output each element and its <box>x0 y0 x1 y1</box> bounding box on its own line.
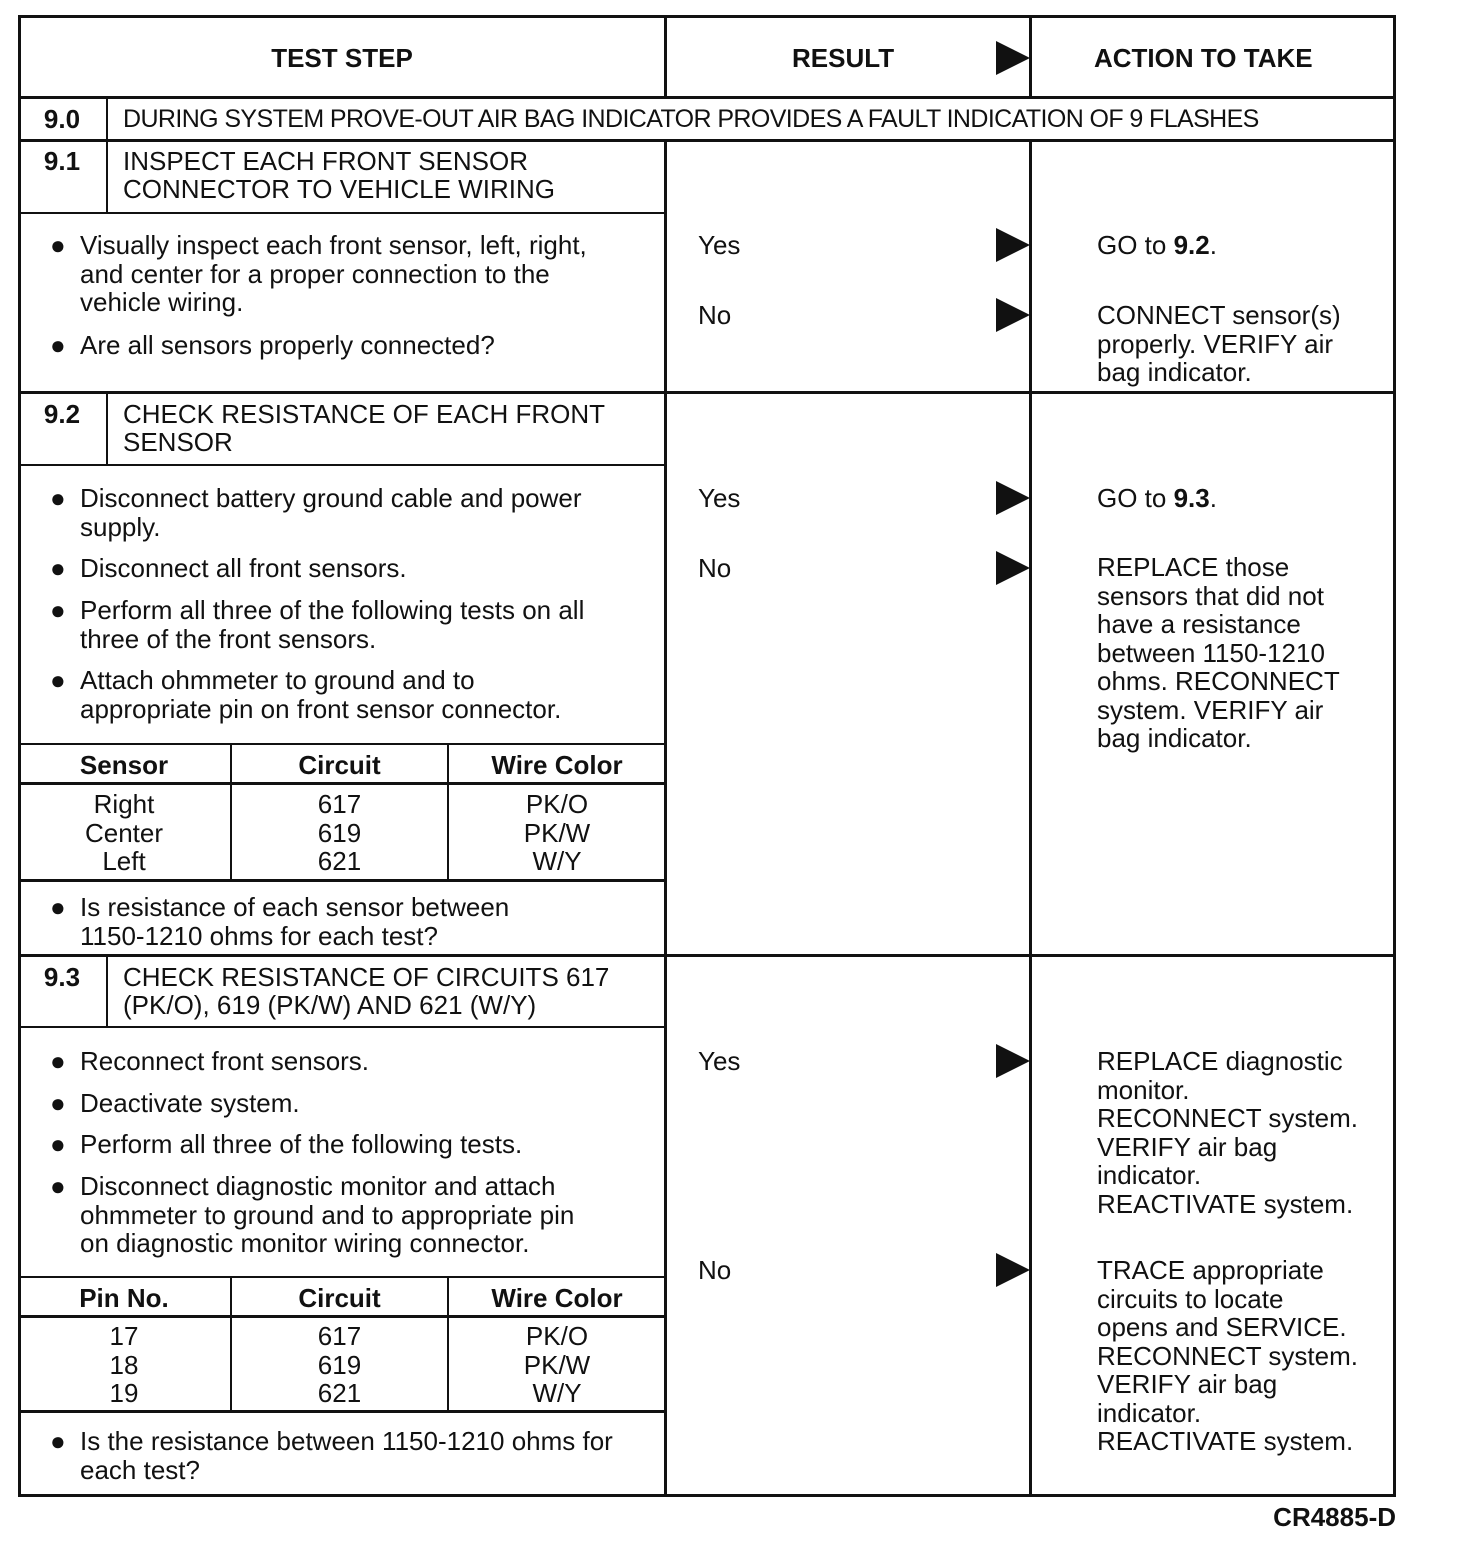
step-title-line: CONNECTOR TO VEHICLE WIRING <box>123 174 555 204</box>
step-number: 9.2 <box>43 399 81 429</box>
bullet-line: Disconnect all front sensors. <box>80 553 407 583</box>
bullet-line: and center for a proper connection to the <box>80 258 550 289</box>
step-title-line: (PK/O), 619 (PK/W) AND 621 (W/Y) <box>123 990 537 1020</box>
table-cell: 617 <box>317 1321 362 1351</box>
table-cell: Center <box>84 817 164 848</box>
step-number-divider <box>106 956 108 1027</box>
table-cell: 18 <box>109 1349 139 1380</box>
bullet-line: Disconnect diagnostic monitor and attach <box>80 1171 556 1201</box>
action-line: indicator. <box>1097 1397 1202 1428</box>
action-line: between 1150-1210 <box>1097 637 1325 668</box>
bullet-line: three of the front sensors. <box>80 623 377 654</box>
header-test-step: TEST STEP <box>271 43 413 73</box>
step-reference: 9.2 <box>1173 230 1210 260</box>
bullet-line: Perform all three of the following tests. <box>80 1129 523 1159</box>
divider <box>18 1026 666 1028</box>
bullet-line: Perform all three of the following tests on all <box>80 595 585 625</box>
bullet-line: ohmmeter to ground and to appropriate pin <box>80 1199 575 1230</box>
action-line: properly. VERIFY air <box>1097 328 1334 359</box>
action-yes: GO to 9.3. <box>1097 483 1217 513</box>
table-cell: 621 <box>317 846 362 876</box>
table-cell: 621 <box>317 1378 362 1408</box>
action-no <box>1097 1256 1358 1456</box>
action-line: RECONNECT system. <box>1097 1340 1358 1371</box>
step-title: DURING SYSTEM PROVE-OUT AIR BAG INDICATOR PROVIDES A FAULT INDICATION OF 9 FLASHES <box>123 105 1259 133</box>
action-line: VERIFY air bag <box>1097 1369 1278 1399</box>
table-cell: PK/O <box>525 789 589 819</box>
step-title-line: CHECK RESISTANCE OF EACH FRONT <box>123 399 606 429</box>
table-column-circuit <box>232 790 447 876</box>
action-line: TRACE appropriate <box>1097 1255 1324 1285</box>
action-line: REPLACE diagnostic <box>1097 1046 1343 1076</box>
divider <box>18 464 666 466</box>
action-no <box>1097 553 1340 753</box>
result-yes: Yes <box>698 483 741 513</box>
column-divider <box>1029 139 1032 1497</box>
table-cell: PK/W <box>523 817 591 848</box>
bullet-line: on diagnostic monitor wiring connector. <box>80 1228 530 1258</box>
action-line: REACTIVATE system. <box>1097 1188 1354 1219</box>
action-line: ohms. RECONNECT <box>1097 666 1340 696</box>
table-column-sensor <box>18 790 230 876</box>
table-cell: 19 <box>109 1378 139 1408</box>
table-header: Wire Color <box>491 1283 623 1313</box>
bullet-line: Visually inspect each front sensor, left, right, <box>80 230 587 260</box>
divider <box>18 879 666 882</box>
bullet-line: Deactivate system. <box>80 1088 300 1118</box>
result-arrow-icon <box>996 298 1030 332</box>
action-line: bag indicator. <box>1097 723 1252 753</box>
bullet-line: each test? <box>80 1454 200 1485</box>
table-column-wire-color <box>449 790 665 876</box>
bullet-line: supply. <box>80 511 161 542</box>
diagnostic-procedure-page: TEST STEP RESULT ACTION TO TAKE 9.0 DURING SYSTEM PROVE-OUT AIR BAG INDICATOR PROVIDES A FAULT INDICATION OF 9 FLASHES 9.1 INSPECT EACH FRONT SENSOR CONNECTOR TO VEHICLE WIRING ● Visually inspect each front sensor, left, right, and center for a proper connection to the vehicle wiring. ● Are all sensors properly connected? Yes No GO to 9.2. CONNECT sensor(s) properly. VERIFY air bag indicator. 9.2 CHECK RESISTANCE OF EACH FRONT SENSOR ● Disconnect battery ground cable and power supply. ● Disconnect all front sensors. ● Perform all three of the following tests on all three of the front sensors. ● Attach ohmmeter to ground and to appropriate pin on front sensor connector. Sensor Circuit Wire Color Right Center Left 617 619 621 PK/O PK/W W/Y ● Is resistance of each sensor between 1150-1210 ohms for each test? Yes No GO to 9.3. REPLACE those sensors that did not have a resistance between 1150-1210 ohms. RECONNECT system. VERIFY air bag indicator. 9.3 CHECK RESISTANCE OF CIRCUITS 617 (PK/O), 619 (PK/W) AND 621 (W/Y) ● Reconnect front sensors. ● Deactivate system. ● Perform all three of the following tests. ● Disconnect diagnostic monitor and attach ohmmeter to ground and to appropriate pin on diagnostic monitor wiring connector. Pin No. Circuit Wire Color 17 18 19 617 619 621 PK/O PK/W W/Y ● Is the resistance between 1150-1210 ohms for each test? Yes No REPLACE diagnostic monitor. RECONNECT system. VERIFY air bag indicator. REACTIVATE system. TRACE appropriate circuits to locate opens and SERVICE. RECONNECT system. VERIFY air bag indicator. REACTIVATE system. CR4885-D <box>0 0 1472 1542</box>
divider <box>18 212 666 214</box>
table-cell: 619 <box>317 817 362 848</box>
table-cell: W/Y <box>532 1378 582 1408</box>
action-line: circuits to locate <box>1097 1283 1284 1314</box>
action-line: REPLACE those <box>1097 552 1290 582</box>
step-number-divider <box>106 393 108 465</box>
step-reference: 9.3 <box>1173 483 1210 513</box>
step-number: 9.3 <box>43 962 81 992</box>
divider <box>18 782 666 785</box>
step-number: 9.1 <box>43 146 81 176</box>
action-line: opens and SERVICE. <box>1097 1312 1347 1342</box>
result-no: No <box>698 1255 732 1285</box>
table-header: Pin No. <box>79 1283 169 1313</box>
divider <box>18 1276 666 1278</box>
divider <box>18 743 666 745</box>
action-line: have a resistance <box>1097 609 1301 639</box>
table-header: Wire Color <box>491 750 623 780</box>
bullet-line: 1150-1210 ohms for each test? <box>80 920 438 951</box>
action-no <box>1097 301 1341 387</box>
bullet-line: Disconnect battery ground cable and power <box>80 483 582 513</box>
result-no: No <box>698 300 732 330</box>
divider <box>18 954 1396 957</box>
table-header: Sensor <box>79 750 169 780</box>
table-cell: 619 <box>317 1349 362 1380</box>
bullet-line: Reconnect front sensors. <box>80 1046 370 1076</box>
result-yes: Yes <box>698 230 741 260</box>
result-yes: Yes <box>698 1046 741 1076</box>
table-column-circuit <box>232 1322 447 1408</box>
result-arrow-icon <box>996 228 1030 262</box>
action-line: RECONNECT system. <box>1097 1103 1358 1133</box>
table-header: Circuit <box>298 1283 381 1313</box>
action-line: monitor. <box>1097 1074 1190 1105</box>
divider <box>18 391 1396 394</box>
result-arrow-icon <box>996 1044 1030 1078</box>
divider <box>18 139 1396 142</box>
divider <box>18 1315 666 1318</box>
step-title-line: INSPECT EACH FRONT SENSOR <box>123 146 528 176</box>
action-line: CONNECT sensor(s) <box>1097 300 1341 330</box>
table-cell: Right <box>93 789 155 819</box>
action-line: sensors that did not <box>1097 580 1324 611</box>
header-result: RESULT <box>792 43 895 73</box>
step-number-divider <box>106 99 108 141</box>
action-line: indicator. <box>1097 1160 1202 1190</box>
result-arrow-icon <box>996 481 1030 515</box>
figure-id: CR4885-D <box>1273 1502 1396 1532</box>
action-yes <box>1097 1047 1358 1218</box>
bullet-line: Is resistance of each sensor between <box>80 892 510 922</box>
step-title-line: CHECK RESISTANCE OF CIRCUITS 617 <box>123 962 610 992</box>
bullet-line: appropriate pin on front sensor connector. <box>80 693 562 724</box>
table-column-wire-color <box>449 1322 665 1408</box>
bullet-line: vehicle wiring. <box>80 287 244 317</box>
action-line: REACTIVATE system. <box>1097 1426 1354 1456</box>
table-cell: 617 <box>317 789 362 819</box>
step-number-divider <box>106 141 108 213</box>
header-arrow-icon <box>996 41 1030 75</box>
divider <box>18 96 1396 99</box>
divider <box>18 1410 666 1413</box>
result-no: No <box>698 553 732 583</box>
table-cell: W/Y <box>532 846 582 876</box>
header-action: ACTION TO TAKE <box>1094 43 1313 73</box>
action-line: bag indicator. <box>1097 357 1252 387</box>
table-cell: PK/W <box>523 1349 591 1380</box>
step-number: 9.0 <box>43 104 81 134</box>
result-arrow-icon <box>996 1253 1030 1287</box>
table-header: Circuit <box>298 750 381 780</box>
table-cell: 17 <box>109 1321 139 1351</box>
bullet-line: Are all sensors properly connected? <box>80 330 495 360</box>
action-yes: GO to 9.2. <box>1097 230 1217 260</box>
table-cell: PK/O <box>525 1321 589 1351</box>
result-arrow-icon <box>996 551 1030 585</box>
bullet-line: Is the resistance between 1150-1210 ohms for <box>80 1426 613 1456</box>
action-line: VERIFY air bag <box>1097 1131 1278 1162</box>
bullet-line: Attach ohmmeter to ground and to <box>80 665 475 695</box>
table-cell: Left <box>102 846 146 876</box>
table-column-pin <box>18 1322 230 1408</box>
action-line: system. VERIFY air <box>1097 694 1324 725</box>
step-title-line: SENSOR <box>123 427 233 457</box>
